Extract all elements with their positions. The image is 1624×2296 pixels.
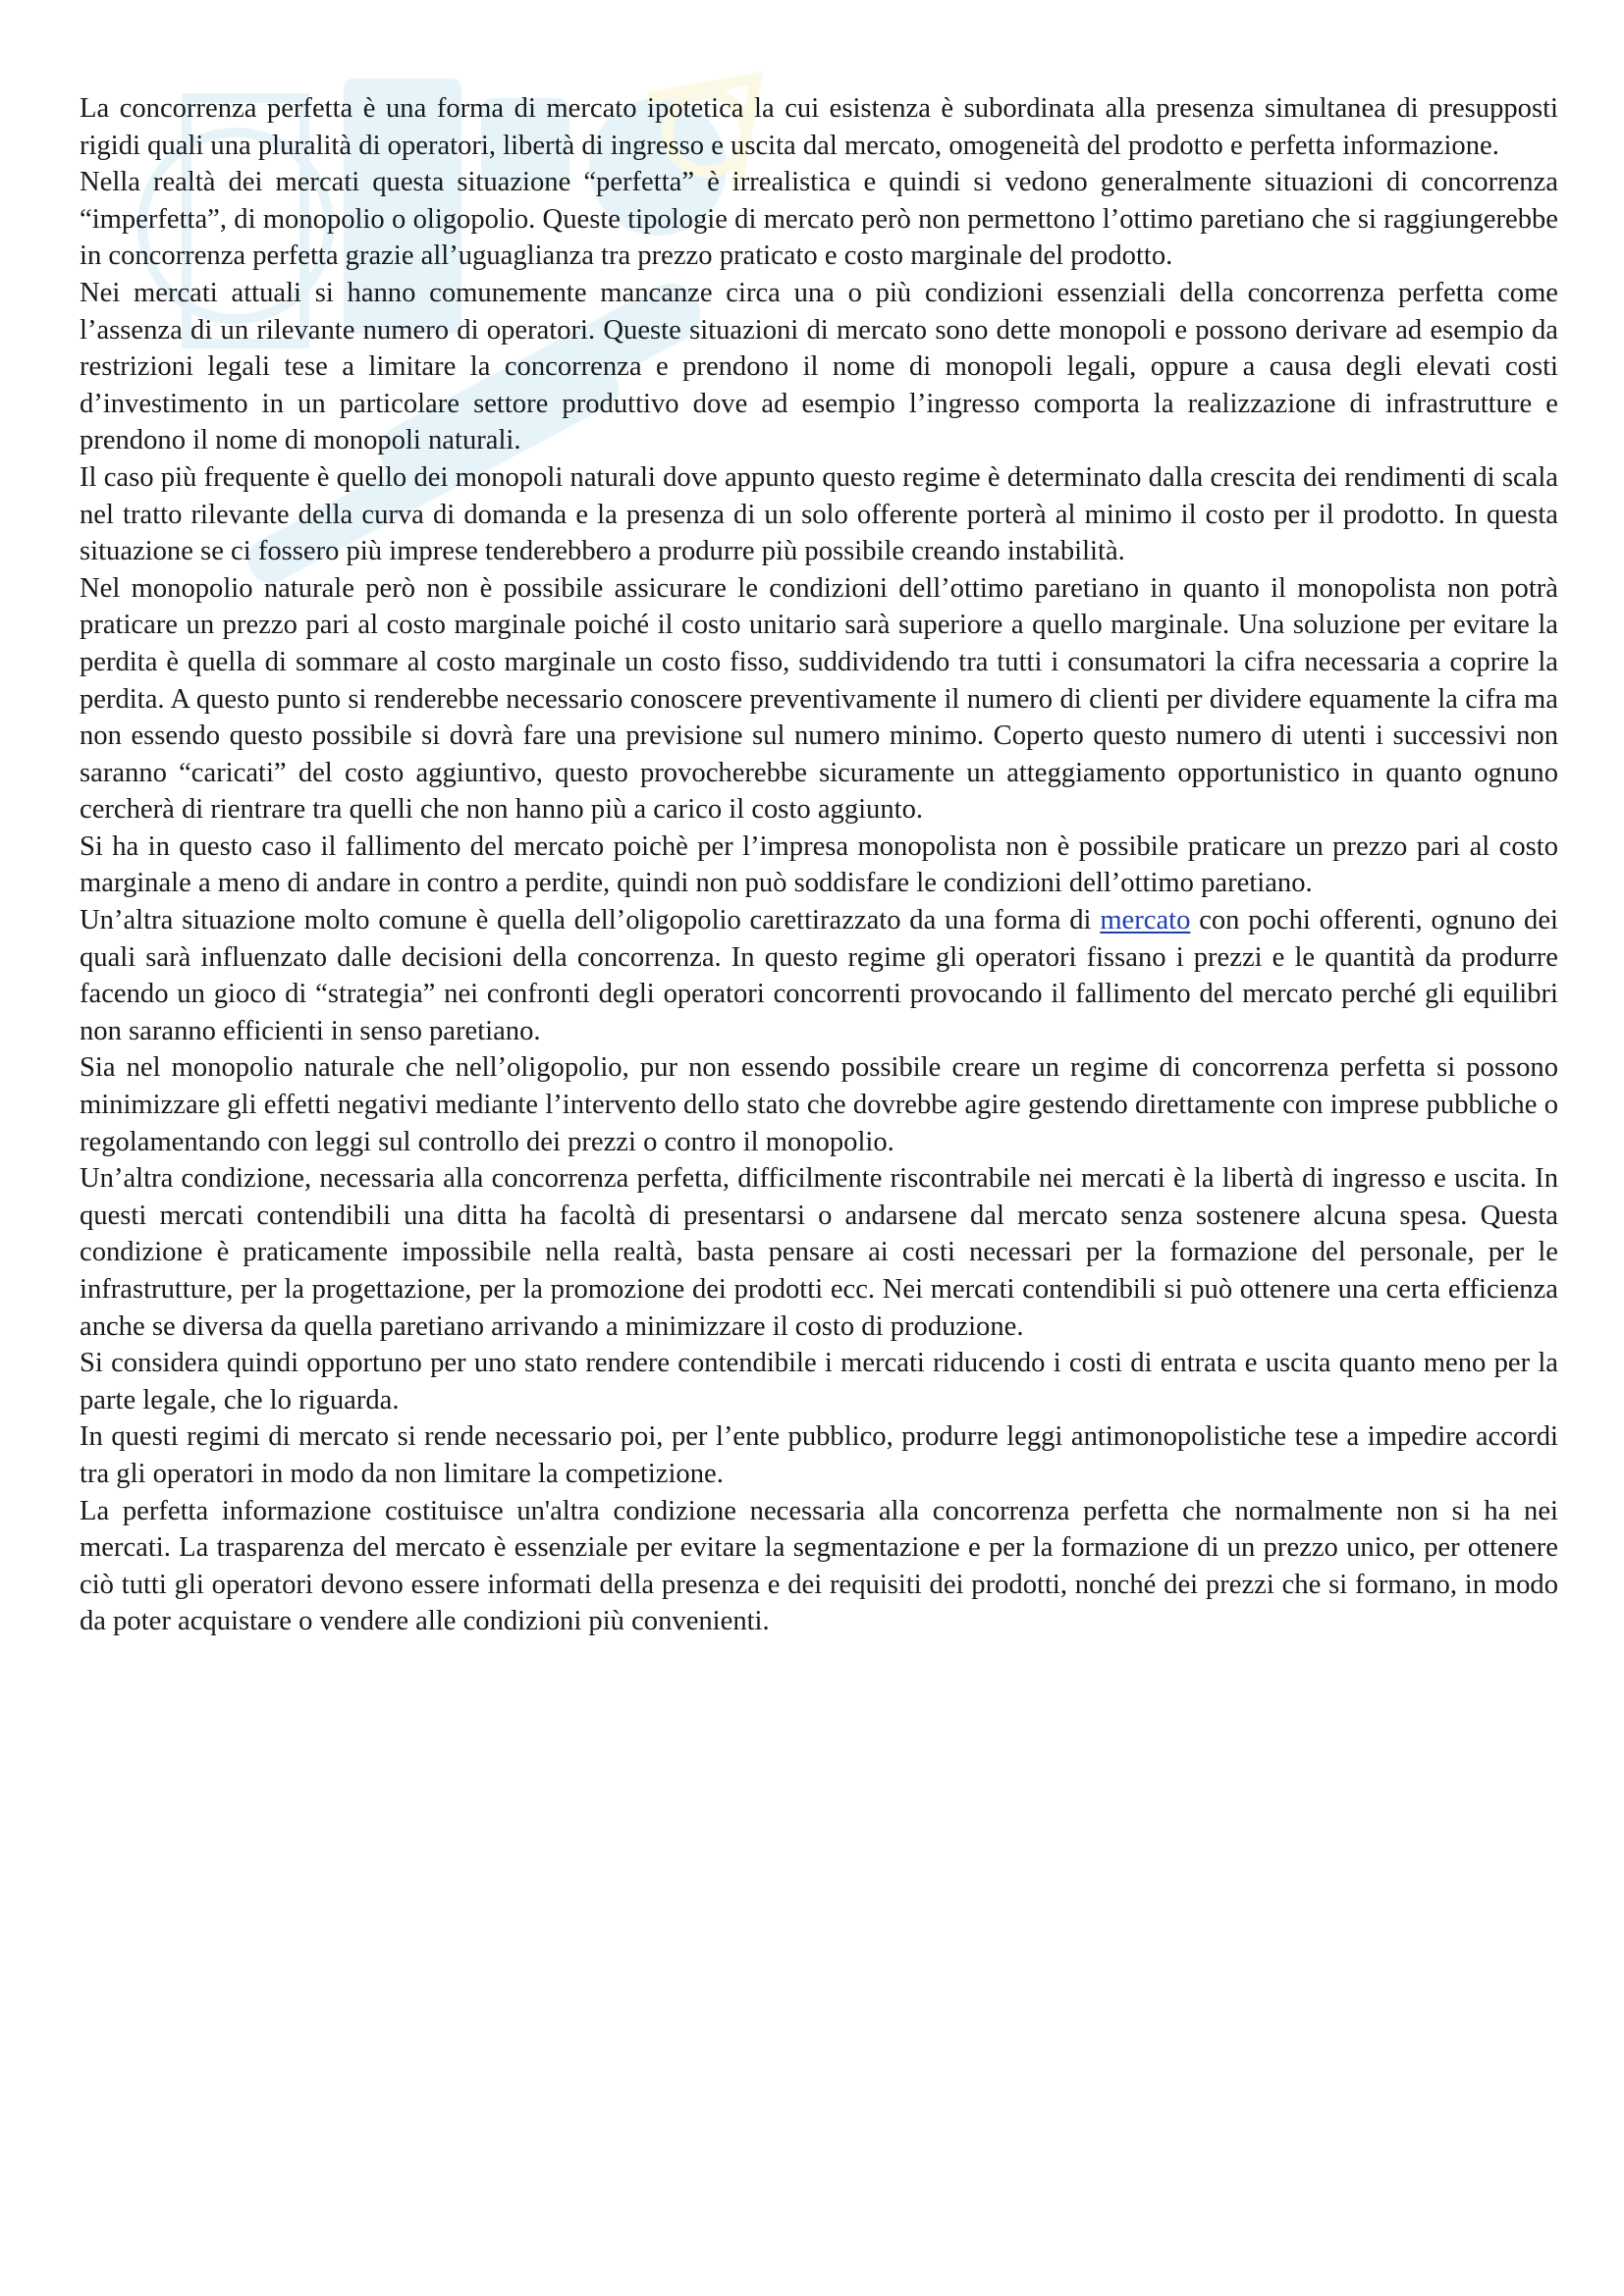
paragraph-8: Sia nel monopolio naturale che nell’oligopolio, pur non essendo possibile creare un regime di concorrenza perfetta si possono minimizzare gli effetti negativi mediante l’intervento dello stato che dovrebbe agire gestendo direttamente con imprese pubbliche o regolamentando con leggi sul controllo dei prezzi o contro il monopolio. bbox=[80, 1052, 1558, 1157]
paragraph-9: Un’altra condizione, necessaria alla concorrenza perfetta, difficilmente riscontrabile nei mercati è la libertà di ingresso e uscita. In questi mercati contendibili una ditta ha facoltà di presentarsi o andarsene dal mercato senza sostenere alcuna spesa. Questa condizione è praticamente impossibile nella realtà, basta pensare ai costi necessari per la formazione del personale, per le infrastrutture, per la progettazione, per la promozione dei prodotti ecc. Nei mercati contendibili si può ottenere una certa efficienza anche se diversa da quella paretiano arrivando a minimizzare il costo di produzione. bbox=[80, 1163, 1558, 1342]
paragraph-6: Si ha in questo caso il fallimento del mercato poichè per l’impresa monopolista non è possibile praticare un prezzo pari al costo marginale a meno di andare in contro a perdite, quindi non può soddisfare le condizioni dell’ottimo paretiano. bbox=[80, 830, 1558, 899]
paragraph-12: La perfetta informazione costituisce un'altra condizione necessaria alla concorrenza perfetta che normalmente non si ha nei mercati. La trasparenza del mercato è essenziale per evitare la segmentazione e per la formazione di un prezzo unico, per ottenere ciò tutti gli operatori devono essere informati della presenza e dei requisiti dei prodotti, nonché dei prezzi che si formano, in modo da poter acquistare o vendere alle condizioni più convenienti. bbox=[80, 1495, 1558, 1637]
paragraph-10: Si considera quindi opportuno per uno stato rendere contendibile i mercati riducendo i costi di entrata e uscita quanto meno per la parte legale, che lo riguarda. bbox=[80, 1348, 1558, 1415]
paragraph-4: Il caso più frequente è quello dei monopoli naturali dove appunto questo regime è determinato dalla crescita dei rendimenti di scala nel tratto rilevante della curva di domanda e la presenza di un solo offerente porterà al minimo il costo per il prodotto. In questa situazione se ci fossero più imprese tenderebbero a produrre più possibile creando instabilità. bbox=[80, 461, 1558, 567]
paragraph-3: Nei mercati attuali si hanno comunemente mancanze circa una o più condizioni essenziali della concorrenza perfetta come l’assenza di un rilevante numero di operatori. Queste situazioni di mercato sono dette monopoli e possono derivare ad esempio da restrizioni legali tese a limitare la concorrenza e prendono il nome di monopoli legali, oppure a causa degli elevati costi d’investimento in un particolare settore produttivo dove ad esempio l’ingresso comporta la realizzazione di infrastrutture e prendono il nome di monopoli naturali. bbox=[80, 277, 1558, 456]
document-body bbox=[80, 90, 1558, 1640]
paragraph-7-text-after: con pochi offerenti, ognuno dei quali sarà influenzato dalle decisioni della concorrenza. In questo regime gli operatori fissano i prezzi e le quantità da produrre facendo un gioco di “strategia” nei confronti degli operatori concorrenti provocando il fallimento del mercato perché gli equilibri non saranno efficienti in senso paretiano. bbox=[80, 905, 1558, 1046]
paragraph-11: In questi regimi di mercato si rende necessario poi, per l’ente pubblico, produrre leggi antimonopolistiche tese a impedire accordi tra gli operatori in modo da non limitare la competizione. bbox=[80, 1421, 1558, 1489]
paragraph-7 bbox=[80, 902, 1558, 1049]
paragraph-5: Nel monopolio naturale però non è possibile assicurare le condizioni dell’ottimo paretiano in quanto il monopolista non potrà praticare un prezzo pari al costo marginale poiché il costo unitario sarà superiore a quello marginale. Una soluzione per evitare la perdita è quella di sommare al costo marginale un costo fisso, suddividendo tra tutti i consumatori la cifra necessaria a coprire la perdita. A questo punto si renderebbe necessario conoscere preventivamente il numero di clienti per dividere equamente la cifra ma non essendo questo possibile si dovrà fare una previsione sul numero minimo. Coperto questo numero di utenti i successivi non saranno “caricati” del costo aggiuntivo, questo provocherebbe sicuramente un atteggiamento opportunistico in quanto ognuno cercherà di rientrare tra quelli che non hanno più a carico il costo aggiunto. bbox=[80, 572, 1558, 826]
mercato-link[interactable]: mercato bbox=[1100, 905, 1191, 936]
paragraph-2: Nella realtà dei mercati questa situazione “perfetta” è irrealistica e quindi si vedono generalmente situazioni di concorrenza “imperfetta”, di monopolio o oligopolio. Queste tipologie di mercato però non permettono l’ottimo paretiano che si raggiungerebbe in concorrenza perfetta grazie all’uguaglianza tra prezzo praticato e costo marginale del prodotto. bbox=[80, 167, 1558, 272]
paragraph-1: La concorrenza perfetta è una forma di mercato ipotetica la cui esistenza è subordinata alla presenza simultanea di presupposti rigidi quali una pluralità di operatori, libertà di ingresso e uscita dal mercato, omogeneità del prodotto e perfetta informazione. bbox=[80, 93, 1558, 161]
paragraph-7-text-before: Un’altra situazione molto comune è quella dell’oligopolio carettirazzato da una forma di bbox=[80, 905, 1101, 936]
